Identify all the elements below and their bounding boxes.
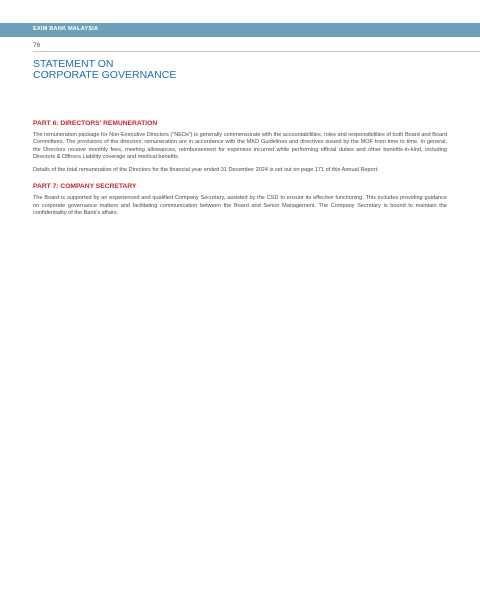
section-heading-directors-remuneration: PART 6: DIRECTORS' REMUNERATION: [33, 120, 158, 127]
page-title-line-1: STATEMENT ON: [33, 58, 114, 70]
page-number: 76: [33, 42, 41, 49]
page-title: [33, 59, 333, 80]
bank-name: EXIM BANK MALAYSIA: [33, 26, 99, 32]
paragraph-remuneration-details: Details of the total remuneration of the Directors for the financial year ended 31 December 2024 is set out on page 171 of this Annual Report.: [33, 167, 379, 174]
paragraph-remuneration-package: The remuneration package for Non-Executive Directors (“NEDs”) is generally commensurate with the accountabilities, roles and responsibilities of both Board and Board Committees. The provisions of the directors’ remuneration are in accordance with the MKD Guidelines and directives issued by the MOF from time to time. In general, the Directors receive monthly fees, meeting allowances, reimbursement for expenses incurred while performing official duties and other benefits-in-kind, including Directors & Officers Liability coverage and medical benefits.: [33, 132, 447, 160]
section-heading-company-secretary: PART 7: COMPANY SECRETARY: [33, 183, 137, 191]
main-content: [33, 120, 447, 223]
header-divider: [33, 51, 480, 52]
paragraph-company-secretary: The Board is supported by an experienced and qualified Company Secretary, assisted by the CSD to ensure its effective functioning. This includes providing guidance on corporate governance matters and facilitating communication between the Board and Senior Management. The Company Secretary is bound to maintain the confidentiality of the Bank’s affairs.: [33, 195, 447, 217]
page-title-line-2: CORPORATE GOVERNANCE: [33, 68, 177, 81]
